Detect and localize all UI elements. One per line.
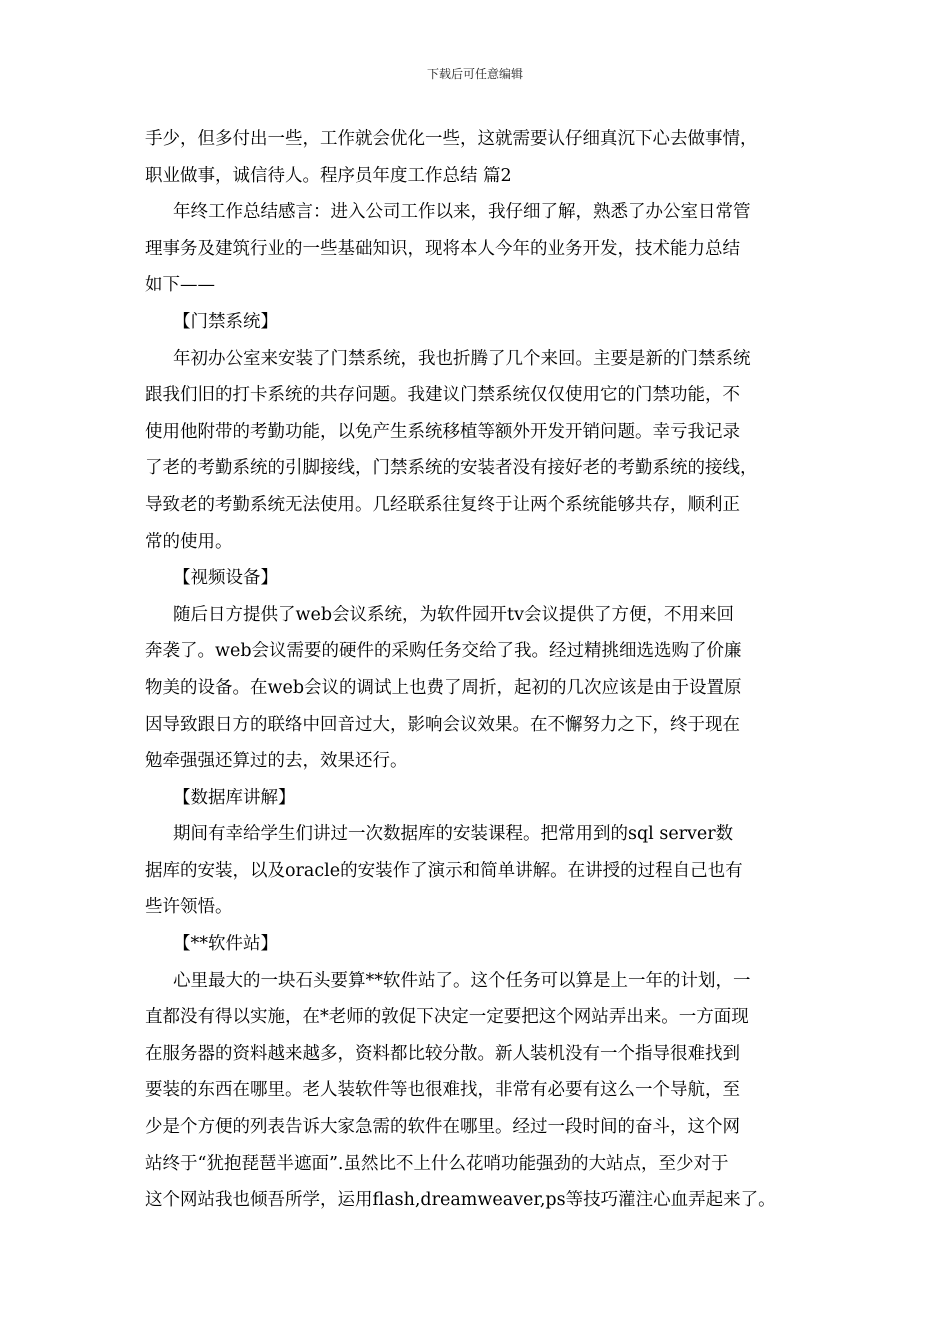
body-line: 勉牵强强还算过的去，效果还行。 (145, 751, 408, 772)
body-line: 些许领悟。 (145, 897, 233, 918)
body-line: 因导致跟日方的联络中回音过大，影响会议效果。在不懈努力之下，终于现在 (145, 714, 740, 735)
paragraph-first-line: 期间有幸给学生们讲过一次数据库的安装课程。把常用到的sql server数 (173, 824, 734, 845)
body-line: 如下—— (145, 275, 215, 296)
paragraph-first-line: 年终工作总结感言：进入公司工作以来，我仔细了解，熟悉了办公室日常管 (173, 202, 751, 223)
body-line: 导致老的考勤系统无法使用。几经联系往复终于让两个系统能够共存，顺利正 (145, 494, 740, 515)
body-line: 理事务及建筑行业的一些基础知识，现将本人今年的业务开发，技术能力总结 (145, 238, 740, 259)
body-line: 了老的考勤系统的引脚接线，门禁系统的安装者没有接好老的考勤系统的接线， (145, 458, 758, 479)
body-line: 跟我们旧的打卡系统的共存问题。我建议门禁系统仅仅使用它的门禁功能，不 (145, 385, 740, 406)
body-line: 要装的东西在哪里。老人装软件等也很难找，非常有必要有这么一个导航，至 (145, 1080, 740, 1101)
body-line: 职业做事，诚信待人。程序员年度工作总结 篇2 (145, 165, 512, 186)
body-line: 在服务器的资料越来越多，资料都比较分散。新人装机没有一个指导很难找到 (145, 1043, 740, 1064)
body-line: 据库的安装，以及oracle的安装作了演示和简单讲解。在讲授的过程自己也有 (145, 860, 743, 881)
body-line: 常的使用。 (145, 531, 233, 552)
body-line: 奔袭了。web会议需要的硬件的采购任务交给了我。经过精挑细选选购了价廉 (145, 641, 742, 662)
paragraph-first-line: 心里最大的一块石头要算**软件站了。这个任务可以算是上一年的计划，一 (173, 970, 751, 991)
section-heading-software-site: 【**软件站】 (173, 934, 278, 955)
paragraph-first-line: 年初办公室来安装了门禁系统，我也折腾了几个来回。主要是新的门禁系统 (173, 348, 751, 369)
document-body (145, 121, 820, 1219)
header-note: 下载后可任意编辑 (426, 67, 523, 81)
body-line: 手少，但多付出一些，工作就会优化一些，这就需要认仔细真沉下心去做事情， (145, 129, 758, 149)
section-heading-database: 【数据库讲解】 (173, 787, 296, 808)
section-heading-video-equipment: 【视频设备】 (173, 568, 278, 589)
body-line: 这个网站我也倾吾所学，运用flash,dreamweaver,ps等技巧灌注心血弄起来了。 (145, 1190, 776, 1211)
body-line: 站终于“犹抱琵琶半遮面”.虽然比不上什么花哨功能强劲的大站点，至少对于 (145, 1153, 729, 1174)
section-heading-access-control: 【门禁系统】 (173, 311, 278, 332)
body-line: 物美的设备。在web会议的调试上也费了周折，起初的几次应该是由于设置原 (145, 677, 742, 698)
body-line: 直都没有得以实施，在*老师的敦促下决定一定要把这个网站弄出来。一方面现 (145, 1007, 749, 1028)
body-line: 少是个方便的列表告诉大家急需的软件在哪里。经过一段时间的奋斗，这个网 (145, 1117, 740, 1138)
body-line: 使用他附带的考勤功能，以免产生系统移植等额外开发开销问题。幸亏我记录 (145, 421, 740, 442)
paragraph-first-line: 随后日方提供了web会议系统，为软件园开tv会议提供了方便，不用来回 (173, 604, 734, 625)
